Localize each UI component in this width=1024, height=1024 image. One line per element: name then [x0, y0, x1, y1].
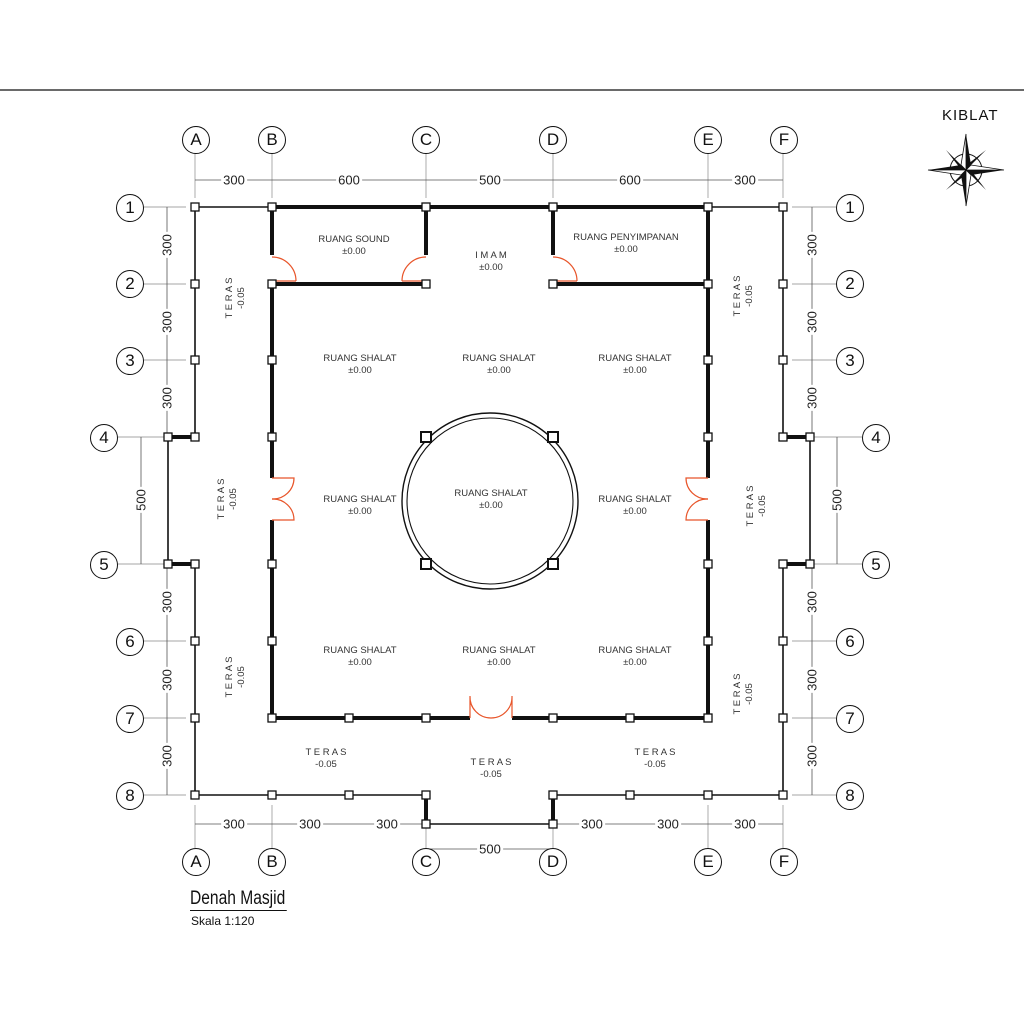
grid-bubble-4-right: 4 — [862, 424, 890, 452]
grid-bubble-b-bottom: B — [258, 848, 286, 876]
grid-bubble-c-top: C — [412, 126, 440, 154]
grid-bubble-f-bottom: F — [770, 848, 798, 876]
room-label-teras: T E R A S -0.05 — [305, 747, 347, 770]
drawing-scale: Skala 1:120 — [191, 914, 255, 928]
dimension-bottom: 300 — [299, 816, 321, 832]
dimension-bottom: 300 — [657, 816, 679, 832]
grid-bubble-6-left: 6 — [116, 628, 144, 656]
side-teras-label: T E R A S -0.05 — [224, 277, 247, 319]
room-label-sound: RUANG SOUND ±0.00 — [318, 234, 390, 257]
dimension-top: 600 — [619, 172, 641, 188]
room-label-storage: RUANG PENYIMPANAN ±0.00 — [573, 232, 679, 255]
dimension-top: 300 — [734, 172, 756, 188]
dimension-top: 600 — [338, 172, 360, 188]
dimension-right: 300 — [804, 591, 820, 613]
grid-bubble-3-right: 3 — [836, 347, 864, 375]
dimension-top: 500 — [479, 172, 501, 188]
grid-bubble-f-top: F — [770, 126, 798, 154]
grid-bubble-2-left: 2 — [116, 270, 144, 298]
grid-bubble-1-left: 1 — [116, 194, 144, 222]
side-teras-label: T E R A S -0.05 — [745, 485, 768, 527]
side-teras-label: T E R A S -0.05 — [224, 656, 247, 698]
dimension-left: 300 — [159, 311, 175, 333]
room-label-shalat: RUANG SHALAT ±0.00 — [598, 494, 672, 517]
grid-bubble-a-bottom: A — [182, 848, 210, 876]
grid-bubble-c-bottom: C — [412, 848, 440, 876]
room-label-teras: T E R A S -0.05 — [470, 757, 512, 780]
main-walls — [272, 207, 708, 718]
side-teras-label: T E R A S -0.05 — [216, 478, 239, 520]
drawing-title: Denah Masjid — [190, 888, 286, 909]
grid-bubble-6-right: 6 — [836, 628, 864, 656]
grid-bubble-e-bottom: E — [694, 848, 722, 876]
dimension-left: 300 — [159, 745, 175, 767]
dimension-left: 300 — [159, 234, 175, 256]
grid-bubble-2-right: 2 — [836, 270, 864, 298]
dimension-right: 300 — [804, 745, 820, 767]
kiblat-compass-icon — [928, 134, 1004, 206]
dimension-bottom: 300 — [734, 816, 756, 832]
dimension-left: 500 — [133, 489, 149, 511]
grid-bubble-7-left: 7 — [116, 705, 144, 733]
grid-bubble-b-top: B — [258, 126, 286, 154]
grid-bubble-8-right: 8 — [836, 782, 864, 810]
dimension-right: 300 — [804, 311, 820, 333]
room-label-shalat: RUANG SHALAT ±0.00 — [323, 494, 397, 517]
dimension-right: 300 — [804, 234, 820, 256]
grid-bubble-d-top: D — [539, 126, 567, 154]
side-teras-label: T E R A S -0.05 — [732, 275, 755, 317]
room-label-shalat: RUANG SHALAT ±0.00 — [598, 645, 672, 668]
grid-bubble-d-bottom: D — [539, 848, 567, 876]
dimension-top: 300 — [223, 172, 245, 188]
dimension-left: 300 — [159, 669, 175, 691]
grid-bubble-8-left: 8 — [116, 782, 144, 810]
grid-bubble-a-top: A — [182, 126, 210, 154]
grid-bubble-4-left: 4 — [90, 424, 118, 452]
grid-bubble-7-right: 7 — [836, 705, 864, 733]
grid-bubble-e-top: E — [694, 126, 722, 154]
dimension-bottom: 300 — [376, 816, 398, 832]
room-label-shalat: RUANG SHALAT ±0.00 — [323, 645, 397, 668]
room-label-shalat: RUANG SHALAT ±0.00 — [462, 353, 536, 376]
terrace-outline — [168, 207, 810, 824]
dimension-right: 300 — [804, 387, 820, 409]
dimension-bottom: 300 — [223, 816, 245, 832]
grid-bubble-5-left: 5 — [90, 551, 118, 579]
room-label-shalat: RUANG SHALAT ±0.00 — [323, 353, 397, 376]
room-label-shalat: RUANG SHALAT ±0.00 — [462, 645, 536, 668]
kiblat-label: KIBLAT — [942, 107, 999, 124]
grid-bubble-1-right: 1 — [836, 194, 864, 222]
side-teras-label: T E R A S -0.05 — [732, 673, 755, 715]
dimension-right: 300 — [804, 669, 820, 691]
dimension-left: 300 — [159, 591, 175, 613]
dimension-left: 300 — [159, 387, 175, 409]
columns — [164, 203, 814, 828]
grid-bubble-3-left: 3 — [116, 347, 144, 375]
dimension-bottom-entrance: 500 — [479, 841, 501, 857]
grid-bubble-5-right: 5 — [862, 551, 890, 579]
room-label-shalat-center: RUANG SHALAT ±0.00 — [454, 488, 528, 511]
dimension-bottom: 300 — [581, 816, 603, 832]
room-label-teras: T E R A S -0.05 — [634, 747, 676, 770]
room-label-shalat: RUANG SHALAT ±0.00 — [598, 353, 672, 376]
room-label-imam: I M A M ±0.00 — [475, 250, 507, 273]
dimension-right: 500 — [829, 489, 845, 511]
